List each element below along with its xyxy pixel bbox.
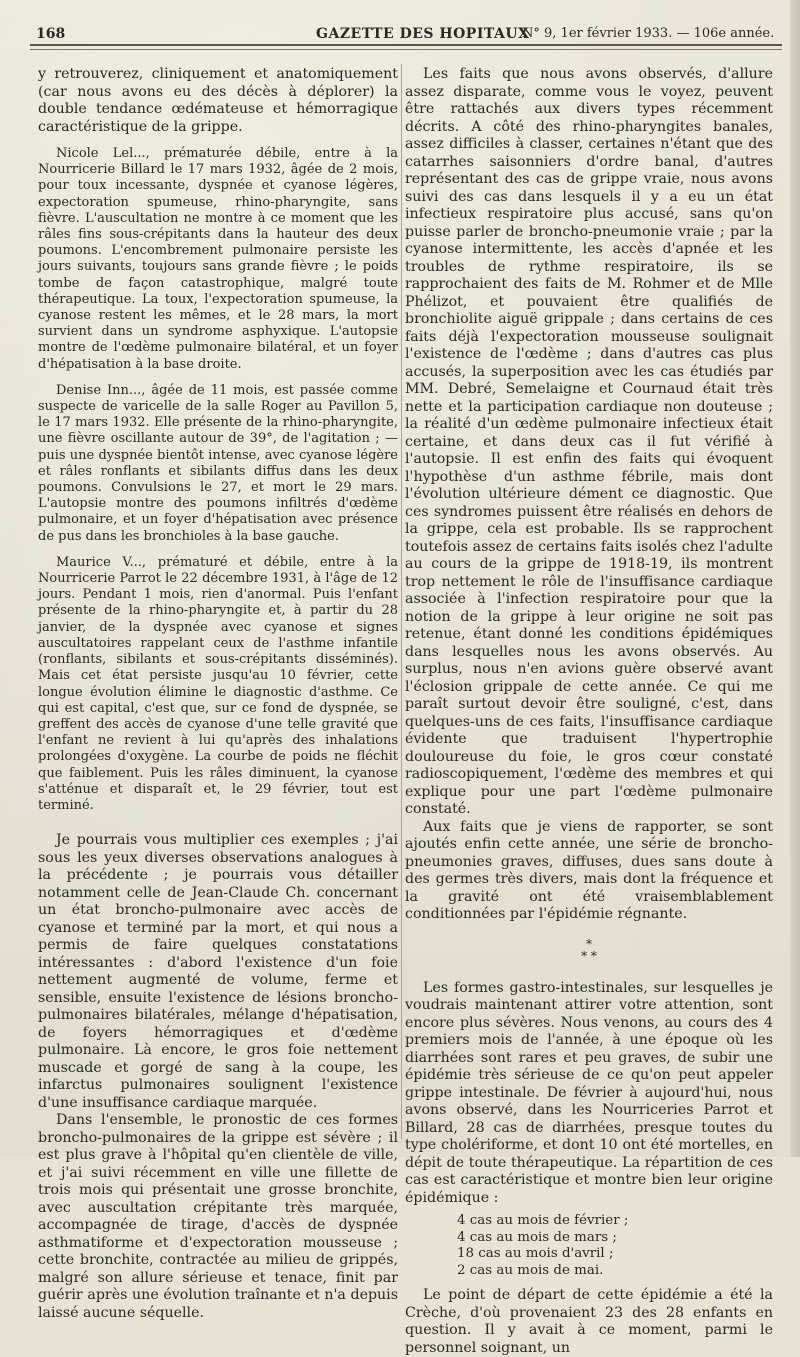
case-report-denise: Denise Inn..., âgée de 11 mois, est passée comme suspecte de varicelle de la salle Roger au Pavillon 5, le 17 mars 1932. Elle présente de la rhino-pharyngite, une fièvre oscillante autour de 39°, de l'agitation ; — puis une dyspnée bientôt intense, avec cyanose légère et râles ronflants et sibilants diffus dans les deux poumons. Convulsions le 27, et mort le 29 mars. L'autopsie montre des poumons infiltrés d'œdème pulmonaire, et un foyer d'hépatisation avec présence de pus dans les bronchioles à la base gauche. [38, 382, 398, 544]
journal-title: GAZETTE DES HOPITAUX [316, 26, 530, 42]
asterism-top: * [586, 936, 592, 951]
paragraph: y retrouverez, cliniquement et anatomiquement (car nous avons eu des décès à déplorer) la double tendance œdémateuse et hémorragique caractéristique de la grippe. [38, 66, 398, 135]
case-distribution-list [457, 1213, 773, 1279]
list-item: 18 cas au mois d'avril ; [457, 1246, 614, 1262]
paragraph: Les formes gastro-intestinales, sur lesquelles je voudrais maintenant attirer votre attention, sont encore plus sévères. Nous venons, au cours des 4 premiers mois de l'année, à une époque où les diarrhées sont rares et peu graves, de subir une épidémie très sérieuse de ce qu'on peut appeler grippe intestinale. De février à aujourd'hui, nous avons observé, dans les Nourriceries Parrot et Billard, 28 cas de diarrhées, presque toutes du type cholériforme, et dont 10 ont été mortelles, en dépit de toute thérapeutique. La répartition de ces cas est caractéristique et montre bien leur origine épidémique : [405, 979, 773, 1206]
case-report-nicole: Nicole Lel..., prématurée débile, entre à la Nourricerie Billard le 17 mars 1932, âgée de 2 mois, pour toux incessante, dyspnée et cyanose légères, expectoration spumeuse, rhino-pharyngite, sans fièvre. L'auscultation ne montre à ce moment que les râles fins sous-crépitants dans la hauteur des deux poumons. L'encombrement pulmonaire persiste les jours suivants, toujours sans grande fièvre ; le poids tombe de façon catastrophique, malgré toute thérapeutique. La toux, l'expectoration spumeuse, la cyanose restent les mêmes, et le 28 mars, la mort survient dans un syndrome asphyxique. L'autopsie montre de l'œdème pulmonaire bilatéral, et un foyer d'hépatisation à la base droite. [38, 146, 398, 372]
asterism-bottom: * * [581, 948, 597, 963]
list-item: 2 cas au mois de mai. [457, 1262, 604, 1278]
paragraph: Les faits que nous avons observés, d'allure assez disparate, comme vous le voyez, peuvent être rattachés aux divers types récemment décrits. A côté des rhino-pharyngites banales, assez difficiles à classer, certaines n'étant que des catarrhes saisonniers d'ordre banal, d'autres représentant des cas de grippe vraie, nous avons suivi des cas dans lesquels il y a eu un état infectieux respiratoire plus accusé, sans qu'on puisse parler de broncho-pneumonie vraie ; par la cyanose intermittente, les accès d'apnée et les troubles de rythme respiratoire, ils se rapprochaient des faits de M. Rohmer et de Mlle Phélizot, et pouvaient être qualifiés de bronchiolite aiguë grippale ; dans certains de ces faits déjà l'expectoration mousseuse soulignait l'existence de l'œdème ; dans d'autres cas plus accusés, la superposition avec les cas étudiés par MM. Debré, Semelaigne et Cournaud était très nette et la participation cardiaque non douteuse ; la réalité d'un œdème pulmonaire infectieux était certaine, et dans deux cas il fut vérifié à l'autopsie. Il est enfin des faits qui évoquent l'hypothèse d'un asthme fébrile, mais dont l'évolution ultérieure dément ce diagnostic. Que ces syndromes puissent être réalisés en dehors de la grippe, cela est probable. Ils se rapprochent toutefois assez de certains faits isolés chez l'adulte au cours de la grippe de 1918-19, ils montrent trop nettement le rôle de l'insuffisance cardiaque associée à l'infection respiratoire pour que la notion de la grippe à leur origine ne soit pas retenue, étant donné les conditions épidémiques dans lesquelles nous les avons observés. Au surplus, nous n'en avions guère observé avant l'éclosion grippale de cette année. Ce qui me paraît surtout devoir être souligné, c'est, dans quelques-uns de ces faits, l'insuffisance cardiaque évidente que traduisent l'hypertrophie douloureuse du foie, le gros cœur constaté radioscopiquement, l'œdème des membres et qui explique pour une part l'œdème pulmonaire constaté. [405, 66, 773, 817]
paragraph: Je pourrais vous multiplier ces exemples ; j'ai sous les yeux diverses observations analogues à la précédente ; je pourrais vous détailler notamment celle de Jean-Claude Ch. concernant un état broncho-pulmonaire avec accès de cyanose et terminé par la mort, et qui nous a permis de faire quelques constatations intéressantes : d'abord l'existence d'un foie nettement augmenté de volume, ferme et sensible, ensuite l'existence de lésions broncho-pulmonaires bilatérales, mélange d'hépatisation, de foyers hémorragiques et d'œdème pulmonaire. Là encore, le gros foie nettement muscade et gorgé de sang à la coupe, les infarctus pulmonaires soulignent l'existence d'une insuffisance cardiaque marquée. [38, 832, 398, 1111]
list-item: 4 cas au mois de février ; [457, 1213, 629, 1228]
right-column [405, 66, 773, 1357]
list-item: 4 cas au mois de mars ; [457, 1229, 617, 1245]
page-header [0, 18, 800, 58]
issue-line: N° 9, 1er février 1933. — 106e année. [522, 26, 775, 41]
paragraph: Aux faits que je viens de rapporter, se sont ajoutés enfin cette année, une série de broncho-pneumonies graves, diffuses, dues sans doute à des germes très divers, mais dont la fréquence et la gravité ont été vraisemblablement conditionnées par l'épidémie régnante. [405, 818, 773, 922]
left-column [38, 66, 398, 1322]
column-separator [401, 64, 402, 1139]
page-number: 168 [36, 26, 66, 42]
paragraph: Le point de départ de cette épidémie a été la Crèche, d'où provenaient 23 des 28 enfants en question. Il y avait à ce moment, parmi le personnel soignant, un [405, 1287, 773, 1356]
case-report-maurice: Maurice V..., prématuré et débile, entre à la Nourricerie Parrot le 22 décembre 1931, à l'âge de 12 jours. Pendant 1 mois, rien d'anormal. Puis l'enfant présente de la rhino-pharyngite et, à partir du 28 janvier, de la dyspnée avec cyanose et signes auscultatoires rappelant ceux de l'asthme infantile (ronflants, sibilants et sous-crépitants disséminés). Mais cet état persiste jusqu'au 10 février, cette longue évolution élimine le diagnostic d'asthme. Ce qui est capital, c'est que, sur ce fond de dyspnée, se greffent des accès de cyanose d'une telle gravité que l'enfant ne revient à lui qu'après des inhalations prolongées d'oxygène. La courbe de poids ne fléchit que faiblement. Puis les râles diminuent, la cyanose s'atténue et disparaît et, le 29 février, tout est terminé. [38, 554, 398, 813]
section-divider-asterisks [405, 938, 773, 962]
page-edge-shadow [790, 0, 800, 1157]
paragraph: Dans l'ensemble, le pronostic de ces formes broncho-pulmonaires de la grippe est sévère ; il est plus grave à l'hôpital qu'en clientèle de ville, et j'ai suivi récemment en ville une fillette de trois mois qui présentait une grosse bronchite, avec auscultation crépitante très marquée, accompagnée de tirage, d'accès de dyspnée asthmatiforme et d'expectoration mousseuse ; cette bronchite, contractée au milieu de grippés, malgré son allure sérieuse et tenace, finit par guérir après une évolution traînante et n'a depuis laissé aucune séquelle. [38, 1112, 398, 1321]
header-rule-thin [30, 49, 782, 50]
header-rule [30, 44, 782, 46]
